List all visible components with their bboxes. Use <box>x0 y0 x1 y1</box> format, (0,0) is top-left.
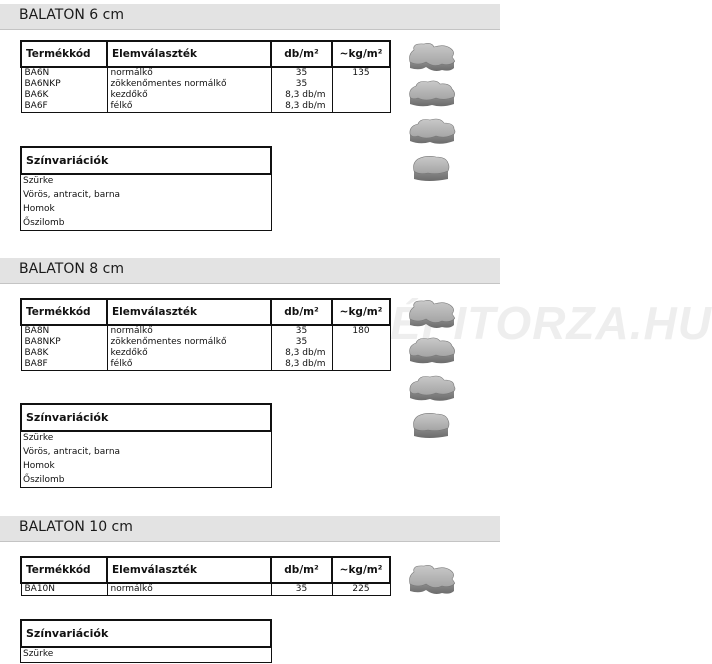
col-header-pcs: db/m² <box>271 557 332 583</box>
cell-code: BA6K <box>21 90 107 101</box>
col-header-element: Elemválaszték <box>107 299 271 325</box>
table-header-row <box>21 299 390 325</box>
paver-stone-image <box>406 334 458 368</box>
cell-element: kezdőkő <box>107 348 271 359</box>
cell-element: normálkő <box>107 67 271 79</box>
col-header-code: Termékkód <box>21 41 107 67</box>
cell-element: félkő <box>107 101 271 113</box>
cell-pcs: 8,3 db/m <box>271 359 332 371</box>
cell-element: zökkenőmentes normálkő <box>107 79 271 90</box>
paver-stone-image <box>406 151 458 185</box>
cell-pcs: 35 <box>271 79 332 90</box>
section-title: BALATON 6 cm <box>19 7 124 23</box>
cell-element: kezdőkő <box>107 90 271 101</box>
cell-weight <box>332 90 390 101</box>
cell-weight <box>332 79 390 90</box>
table-row <box>21 101 390 113</box>
cell-weight <box>332 348 390 359</box>
paver-stone-image <box>406 40 458 74</box>
color-variations-box <box>20 146 272 231</box>
cell-code: BA8NKP <box>21 337 107 348</box>
cell-code: BA6F <box>21 101 107 113</box>
color-variations-box <box>20 619 272 663</box>
paver-stone-image <box>406 297 458 331</box>
table-row <box>21 325 390 337</box>
color-variations-title: Színvariációk <box>20 403 272 432</box>
col-header-element: Elemválaszték <box>107 557 271 583</box>
table-row <box>21 359 390 371</box>
cell-code: BA6N <box>21 67 107 79</box>
color-item: Szürke <box>23 433 54 443</box>
color-variations-box <box>20 403 272 488</box>
cell-code: BA8N <box>21 325 107 337</box>
color-variations-title: Színvariációk <box>20 619 272 648</box>
col-header-weight: ~kg/m² <box>332 299 390 325</box>
cell-pcs: 35 <box>271 337 332 348</box>
color-item: Őszilomb <box>23 218 65 228</box>
table-row <box>21 337 390 348</box>
cell-weight: 180 <box>332 325 390 337</box>
cell-code: BA6NKP <box>21 79 107 90</box>
table-row <box>21 583 390 596</box>
color-item: Vörös, antracit, barna <box>23 447 121 457</box>
cell-weight: 135 <box>332 67 390 79</box>
table-header-row <box>21 557 390 583</box>
cell-weight <box>332 359 390 371</box>
table-row <box>21 67 390 79</box>
cell-code: BA10N <box>21 583 107 596</box>
cell-pcs: 35 <box>271 325 332 337</box>
table-row <box>21 348 390 359</box>
paver-stone-image <box>406 371 458 405</box>
cell-element: zökkenőmentes normálkő <box>107 337 271 348</box>
color-item: Vörös, antracit, barna <box>23 190 121 200</box>
cell-element: félkő <box>107 359 271 371</box>
col-header-element: Elemválaszték <box>107 41 271 67</box>
table-row <box>21 90 390 101</box>
paver-stone-image <box>406 408 458 442</box>
section-title: BALATON 8 cm <box>19 261 124 277</box>
watermark: ÉPITORZA.HU <box>390 297 712 349</box>
color-item: Homok <box>23 204 55 214</box>
section-header-balaton-10 <box>0 516 500 542</box>
table-row <box>21 79 390 90</box>
section-header-balaton-6 <box>0 4 500 30</box>
cell-pcs: 8,3 db/m <box>271 90 332 101</box>
cell-code: BA8F <box>21 359 107 371</box>
section-header-balaton-8 <box>0 258 500 284</box>
product-table-balaton-6 <box>20 40 391 113</box>
cell-weight <box>332 101 390 113</box>
cell-pcs: 35 <box>271 67 332 79</box>
cell-element: normálkő <box>107 583 271 596</box>
product-table-balaton-8 <box>20 298 391 371</box>
col-header-code: Termékkód <box>21 299 107 325</box>
cell-element: normálkő <box>107 325 271 337</box>
section-title: BALATON 10 cm <box>19 519 133 535</box>
color-variations-title: Színvariációk <box>20 146 272 175</box>
table-header-row <box>21 41 390 67</box>
product-table-balaton-10 <box>20 556 391 596</box>
cell-weight <box>332 337 390 348</box>
cell-code: BA8K <box>21 348 107 359</box>
cell-pcs: 35 <box>271 583 332 596</box>
col-header-weight: ~kg/m² <box>332 557 390 583</box>
cell-pcs: 8,3 db/m <box>271 101 332 113</box>
paver-stone-image <box>406 114 458 148</box>
color-item: Szürke <box>23 649 54 659</box>
col-header-pcs: db/m² <box>271 41 332 67</box>
col-header-weight: ~kg/m² <box>332 41 390 67</box>
color-item: Homok <box>23 461 55 471</box>
col-header-pcs: db/m² <box>271 299 332 325</box>
color-item: Őszilomb <box>23 475 65 485</box>
cell-pcs: 8,3 db/m <box>271 348 332 359</box>
col-header-code: Termékkód <box>21 557 107 583</box>
paver-stone-image <box>406 562 458 596</box>
color-item: Szürke <box>23 176 54 186</box>
cell-weight: 225 <box>332 583 390 596</box>
paver-stone-image <box>406 77 458 111</box>
